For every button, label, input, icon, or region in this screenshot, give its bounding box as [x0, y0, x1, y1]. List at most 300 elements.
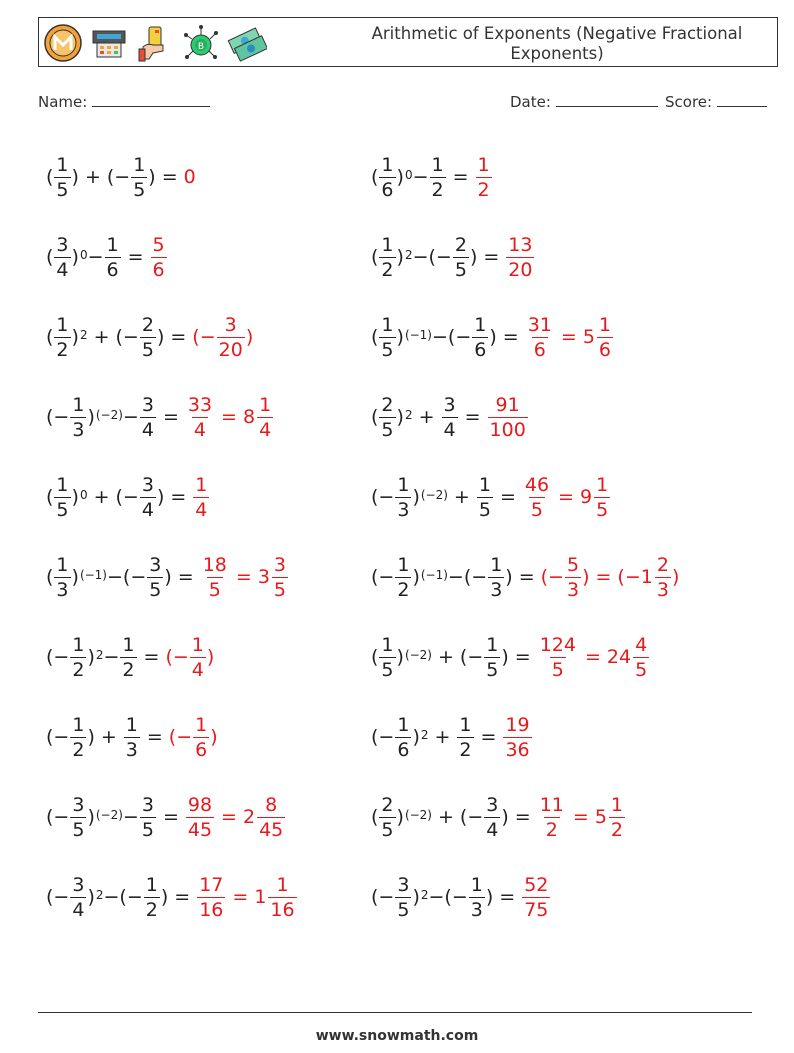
- numerator: 1: [381, 633, 394, 656]
- denominator: 5: [454, 258, 467, 281]
- numerator: 1: [145, 873, 158, 896]
- problem-equation: [371, 782, 626, 852]
- fraction: [190, 633, 206, 682]
- expression: [46, 873, 168, 922]
- denominator: 5: [56, 178, 69, 201]
- problem-equation: [371, 382, 529, 452]
- problem-row: [46, 542, 746, 612]
- answer: [525, 313, 614, 362]
- symbol: ): [206, 646, 215, 668]
- numerator: 1: [276, 873, 289, 896]
- mixed-number: [258, 553, 289, 602]
- symbol: ): [87, 806, 95, 828]
- denominator: 5: [530, 498, 543, 521]
- denominator: 6: [381, 178, 394, 201]
- expression: [371, 233, 477, 282]
- minus-sign: −: [455, 326, 472, 348]
- fraction: [538, 633, 578, 682]
- operator: =: [232, 886, 249, 908]
- fraction: [70, 633, 86, 682]
- minus-sign: −: [432, 326, 448, 348]
- symbol: (: [165, 646, 173, 668]
- equals-sign: =: [514, 646, 531, 668]
- symbol: (: [463, 566, 472, 588]
- numerator: 3: [72, 793, 85, 816]
- denominator: 2: [477, 178, 490, 201]
- denominator: 3: [72, 418, 85, 441]
- whole-part: 8: [242, 406, 256, 428]
- problem-row: [46, 462, 746, 532]
- denominator: 16: [270, 898, 295, 921]
- numerator: 1: [56, 153, 69, 176]
- whole-part: 1: [640, 566, 653, 588]
- name-line[interactable]: [92, 92, 210, 107]
- expression: [371, 713, 475, 762]
- denominator: 2: [397, 578, 410, 601]
- symbol: (: [46, 486, 54, 508]
- denominator: 4: [195, 498, 208, 521]
- numerator: 3: [72, 873, 85, 896]
- exponent: (−2): [404, 647, 432, 662]
- minus-sign: −: [378, 566, 395, 588]
- symbol: (: [46, 566, 54, 588]
- equals-sign: =: [162, 806, 179, 828]
- expression: [46, 473, 164, 522]
- equals-sign: =: [452, 166, 469, 188]
- problem-equation: [371, 142, 493, 212]
- minus-sign: −: [122, 406, 139, 428]
- numerator: 2: [381, 793, 394, 816]
- numerator: 1: [397, 553, 410, 576]
- operator: +: [93, 326, 110, 348]
- fraction: [186, 393, 214, 442]
- denominator: 4: [486, 818, 499, 841]
- operator: +: [100, 726, 117, 748]
- minus-sign: −: [471, 566, 488, 588]
- whole-part: 5: [594, 806, 607, 828]
- score-field[interactable]: [665, 92, 767, 111]
- expression: [371, 393, 459, 442]
- fraction: [70, 873, 86, 922]
- numerator: 11: [539, 793, 564, 816]
- denominator: 4: [259, 418, 272, 441]
- exponent: 0: [79, 487, 88, 502]
- numerator: 1: [72, 393, 85, 416]
- equals-sign: =: [518, 566, 535, 588]
- numerator: 1: [191, 633, 204, 656]
- fraction: [140, 793, 156, 842]
- numerator: 3: [273, 553, 286, 576]
- symbol: (: [371, 886, 379, 908]
- equals-sign: =: [170, 326, 187, 348]
- denominator: 2: [56, 338, 69, 361]
- answer: [169, 713, 218, 762]
- operator: +: [418, 406, 435, 428]
- fraction: [257, 793, 285, 842]
- minus-sign: −: [378, 486, 395, 508]
- numerator: 1: [72, 633, 85, 656]
- expression: [46, 313, 164, 362]
- symbol: ): [396, 646, 404, 668]
- denominator: 5: [56, 498, 69, 521]
- symbol: ): [396, 166, 404, 188]
- exponent: 2: [95, 647, 104, 662]
- symbol: ): [87, 726, 95, 748]
- denominator: 5: [381, 338, 394, 361]
- fraction: [395, 713, 411, 762]
- symbol: (: [122, 566, 131, 588]
- minus-sign: −: [467, 646, 484, 668]
- equals-sign: =: [174, 886, 191, 908]
- fraction: [257, 393, 273, 442]
- symbol: ): [71, 326, 79, 348]
- numerator: 3: [443, 393, 456, 416]
- symbol: ): [71, 166, 79, 188]
- symbol: ): [396, 246, 404, 268]
- denominator: 6: [474, 338, 487, 361]
- answer: [537, 633, 650, 682]
- numerator: 1: [596, 473, 609, 496]
- numerator: 1: [56, 553, 69, 576]
- denominator: 4: [141, 418, 154, 441]
- numerator: 1: [431, 153, 444, 176]
- answer: [487, 393, 529, 442]
- fraction: [54, 473, 70, 522]
- symbol: (: [115, 326, 123, 348]
- answer: [475, 153, 493, 202]
- minus-sign: −: [412, 246, 429, 268]
- answer: [200, 553, 289, 602]
- operator: =: [572, 806, 589, 828]
- numerator: 1: [72, 713, 85, 736]
- numerator: 1: [477, 153, 490, 176]
- page-title: Arithmetic of Exponents (Negative Fractional Exponents): [371, 24, 743, 63]
- mixed-number: [254, 873, 297, 922]
- fraction: [272, 553, 288, 602]
- problem-equation: [46, 382, 274, 452]
- whole-part: 3: [257, 566, 270, 588]
- minus-sign: −: [126, 886, 143, 908]
- symbol: ): [412, 726, 420, 748]
- minus-sign: −: [378, 886, 395, 908]
- expression: [46, 793, 157, 842]
- denominator: 5: [397, 898, 410, 921]
- fraction: [54, 553, 70, 602]
- minus-sign: −: [467, 806, 484, 828]
- fraction: [379, 633, 395, 682]
- operator: =: [560, 326, 577, 348]
- numerator: 5: [152, 233, 165, 256]
- denominator: 36: [505, 738, 530, 761]
- numerator: 1: [122, 633, 135, 656]
- numerator: 13: [508, 233, 533, 256]
- minus-sign: −: [122, 326, 139, 348]
- fraction: [201, 553, 229, 602]
- problem-equation: [46, 622, 214, 692]
- fraction: [124, 713, 140, 762]
- problem-row: [46, 382, 746, 452]
- denominator: 2: [145, 898, 158, 921]
- numerator: 2: [656, 553, 669, 576]
- exponent: 2: [404, 247, 413, 262]
- operator: +: [84, 166, 101, 188]
- numerator: 3: [224, 313, 237, 336]
- fraction: [655, 553, 671, 602]
- numerator: 1: [486, 633, 499, 656]
- svg-text:B: B: [197, 42, 205, 52]
- symbol: ): [396, 406, 404, 428]
- minus-sign: −: [199, 326, 216, 348]
- denominator: 5: [551, 658, 564, 681]
- fraction: [140, 313, 156, 362]
- answer: [537, 793, 626, 842]
- numerator: 124: [539, 633, 576, 656]
- answer: [150, 233, 168, 282]
- fraction: [453, 233, 469, 282]
- fraction: [565, 553, 581, 602]
- symbol: ): [412, 886, 420, 908]
- numerator: 52: [524, 873, 549, 896]
- numerator: 31: [527, 313, 552, 336]
- symbol: (: [447, 326, 456, 348]
- symbol: (: [371, 566, 379, 588]
- minus-sign: −: [103, 886, 120, 908]
- equals-sign: =: [143, 646, 160, 668]
- whole-part: 5: [582, 326, 595, 348]
- symbol: (: [46, 886, 54, 908]
- symbol: (: [46, 726, 54, 748]
- denominator: 5: [133, 178, 146, 201]
- equals-sign: =: [162, 406, 179, 428]
- numerator: 1: [610, 793, 623, 816]
- minus-sign: −: [53, 886, 70, 908]
- symbol: ): [396, 326, 404, 348]
- denominator: 3: [397, 498, 410, 521]
- expression: [46, 713, 141, 762]
- numerator: 1: [470, 873, 483, 896]
- date-field[interactable]: [510, 92, 658, 111]
- denominator: 3: [56, 578, 69, 601]
- symbol: ): [245, 326, 254, 348]
- numerator: 1: [459, 713, 472, 736]
- numerator: 1: [598, 313, 611, 336]
- fraction: [488, 393, 528, 442]
- numerator: 1: [56, 473, 69, 496]
- fraction: [54, 153, 70, 202]
- symbol: ): [71, 486, 79, 508]
- symbol: ): [87, 886, 95, 908]
- fraction: [484, 793, 500, 842]
- date-line[interactable]: [556, 92, 658, 107]
- denominator: 4: [56, 258, 69, 281]
- fraction: [442, 393, 458, 442]
- problem-row: [46, 142, 746, 212]
- minus-sign: −: [378, 726, 395, 748]
- numerator: 3: [141, 793, 154, 816]
- denominator: 2: [610, 818, 623, 841]
- symbol: (: [444, 886, 452, 908]
- fraction: [379, 233, 395, 282]
- minus-sign: −: [114, 166, 131, 188]
- mixed-number: [243, 793, 286, 842]
- whole-part: 2: [242, 806, 256, 828]
- symbol: ): [489, 326, 497, 348]
- symbol: (: [540, 566, 549, 588]
- denominator: 5: [381, 658, 394, 681]
- problem-row: [46, 782, 746, 852]
- numerator: 2: [381, 393, 394, 416]
- denominator: 5: [273, 578, 286, 601]
- fraction: [476, 153, 492, 202]
- denominator: 16: [199, 898, 224, 921]
- denominator: 5: [381, 418, 394, 441]
- symbol: (: [428, 246, 436, 268]
- problem-equation: [46, 222, 168, 292]
- fraction: [633, 633, 649, 682]
- denominator: 5: [208, 578, 221, 601]
- problem-equation: [46, 142, 196, 212]
- whole-part: 9: [579, 486, 593, 508]
- operator: =: [221, 406, 237, 428]
- problem-equation: [371, 702, 533, 772]
- expression: [46, 153, 156, 202]
- denominator: 6: [533, 338, 546, 361]
- fraction: [609, 793, 625, 842]
- score-line[interactable]: [717, 92, 767, 107]
- symbol: (: [46, 646, 54, 668]
- problem-equation: [46, 462, 210, 532]
- fraction: [594, 473, 610, 522]
- denominator: 4: [193, 418, 206, 441]
- denominator: 45: [259, 818, 284, 841]
- symbol: (: [168, 726, 177, 748]
- fraction: [197, 873, 225, 922]
- fraction: [469, 873, 485, 922]
- name-field[interactable]: [38, 92, 210, 111]
- expression: [371, 873, 493, 922]
- symbol: ): [156, 326, 165, 348]
- denominator: 2: [72, 658, 85, 681]
- problem-equation: [371, 542, 679, 612]
- expression: [371, 633, 509, 682]
- fraction: [54, 313, 70, 362]
- problem-equation: [46, 862, 298, 932]
- symbol: (: [46, 326, 54, 348]
- fraction: [395, 473, 411, 522]
- whole-part: 1: [254, 886, 267, 908]
- operator: =: [558, 486, 574, 508]
- numerator: 98: [187, 793, 213, 816]
- equals-sign: =: [170, 486, 187, 508]
- fraction: [105, 233, 121, 282]
- minus-sign: −: [412, 166, 429, 188]
- mixed-number: [595, 793, 626, 842]
- fraction: [54, 233, 70, 282]
- symbol: ): [671, 566, 680, 588]
- numerator: 91: [495, 393, 520, 416]
- exponent: (−2): [404, 807, 432, 822]
- fraction: [503, 713, 531, 762]
- numerator: 1: [133, 153, 146, 176]
- symbol: (: [119, 886, 127, 908]
- numerator: 3: [141, 393, 154, 416]
- answer: [505, 233, 535, 282]
- denominator: 45: [187, 818, 213, 841]
- expression: [371, 153, 447, 202]
- date-label: Date:: [510, 93, 551, 111]
- equals-sign: =: [146, 726, 163, 748]
- exponent: (−1): [404, 327, 432, 342]
- expression: [46, 393, 157, 442]
- numerator: 8: [265, 793, 278, 816]
- numerator: 1: [381, 153, 394, 176]
- minus-sign: −: [451, 886, 468, 908]
- denominator: 5: [635, 658, 648, 681]
- equals-sign: =: [499, 486, 516, 508]
- symbol: ): [501, 646, 509, 668]
- numerator: 1: [397, 713, 410, 736]
- denominator: 6: [397, 738, 410, 761]
- fraction: [395, 553, 411, 602]
- symbol: (: [46, 166, 54, 188]
- answer: [165, 633, 214, 682]
- exponent: 2: [95, 887, 104, 902]
- denominator: 2: [459, 738, 472, 761]
- answer: [541, 553, 680, 602]
- mixed-number: [583, 313, 614, 362]
- numerator: 3: [141, 473, 154, 496]
- denominator: 20: [218, 338, 243, 361]
- minus-sign: −: [122, 486, 139, 508]
- denominator: 3: [490, 578, 503, 601]
- fraction: [484, 633, 500, 682]
- problem-equation: [371, 302, 614, 372]
- problem-equation: [371, 462, 611, 532]
- mixed-number: [607, 633, 650, 682]
- symbol: (: [46, 806, 54, 828]
- problem-row: [46, 302, 746, 372]
- denominator: 4: [191, 658, 204, 681]
- denominator: 6: [195, 738, 208, 761]
- expression: [371, 793, 509, 842]
- denominator: 2: [381, 258, 394, 281]
- numerator: 2: [141, 313, 154, 336]
- fraction: [523, 473, 551, 522]
- denominator: 100: [489, 418, 526, 441]
- minus-sign: −: [103, 646, 120, 668]
- symbol: ): [87, 406, 95, 428]
- symbol: ): [505, 566, 513, 588]
- denominator: 3: [566, 578, 580, 601]
- equals-sign: =: [502, 326, 519, 348]
- name-label: Name:: [38, 93, 88, 111]
- numerator: 1: [397, 473, 410, 496]
- numerator: 3: [397, 873, 410, 896]
- numerator: 1: [195, 473, 208, 496]
- minus-sign: −: [53, 806, 70, 828]
- problem-equation: [46, 782, 286, 852]
- symbol: ): [582, 566, 590, 588]
- operator: +: [93, 486, 110, 508]
- numerator: 1: [106, 233, 119, 256]
- symbol: ): [71, 246, 79, 268]
- exponent: 0: [404, 167, 413, 182]
- exponent: 2: [420, 887, 429, 902]
- numerator: 1: [490, 553, 503, 576]
- whole-part: 24: [606, 646, 632, 668]
- fraction: [70, 393, 86, 442]
- numerator: 1: [474, 313, 487, 336]
